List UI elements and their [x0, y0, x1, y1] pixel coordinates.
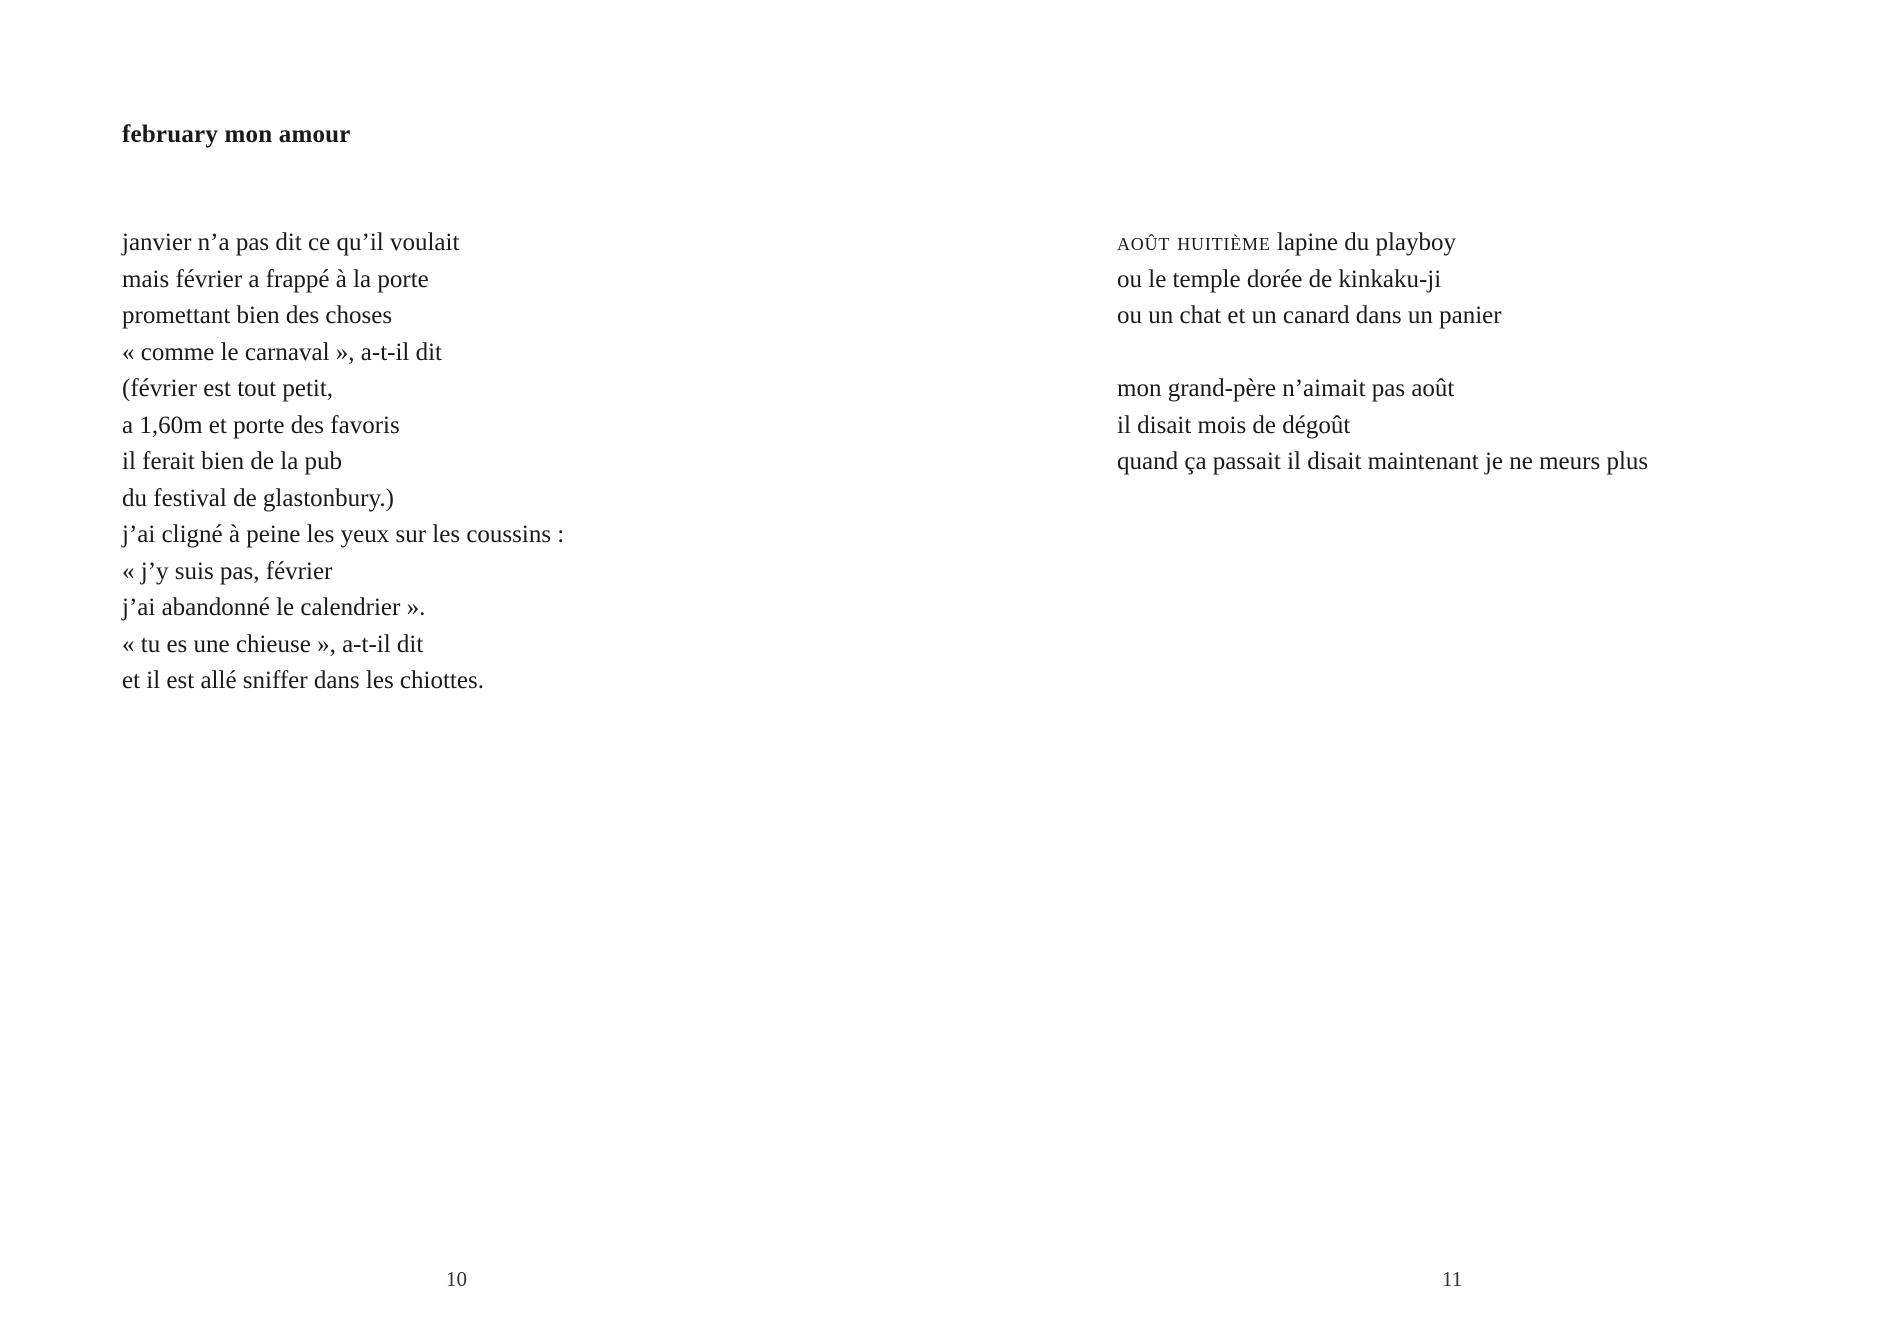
poem-line: « j’y suis pas, février	[122, 557, 333, 585]
poem-line: promettant bien des choses	[122, 302, 393, 329]
poem-line: mon grand-père n’aimait pas août	[1117, 375, 1455, 402]
poem-line: « comme le carnaval », a-t-il dit	[122, 338, 443, 366]
poem-line: il disait mois de dégoût	[1117, 411, 1351, 439]
poem-stanza-left	[122, 225, 564, 700]
first-line-rest: lapine du playboy	[1270, 229, 1457, 256]
page-number-right: 11	[1442, 1267, 1463, 1291]
poem-line: (février est tout petit,	[122, 375, 334, 402]
poem-line: « tu es une chieuse », a-t-il dit	[122, 630, 424, 658]
poem-line: du festival de glastonbury.)	[122, 484, 394, 512]
poem-line: ou le temple dorée de kinkaku-ji	[1117, 265, 1442, 293]
small-caps-opening: août huitième	[1117, 229, 1271, 256]
poem-stanza-right-1	[1117, 225, 1502, 335]
poem-line: ou un chat et un canard dans un panier	[1117, 302, 1502, 329]
page-number-left: 10	[446, 1267, 467, 1291]
right-page	[945, 0, 1890, 1339]
poem-line: quand ça passait il disait maintenant je ne meurs plus	[1117, 448, 1649, 475]
poem-line: j’ai cligné à peine les yeux sur les coussins :	[122, 521, 565, 548]
poem-line: et il est allé sniffer dans les chiottes.	[122, 667, 484, 694]
poem-line: mais février a frappé à la porte	[122, 265, 429, 293]
poem-stanza-right-2	[1117, 371, 1648, 481]
poem-line: a 1,60m et porte des favoris	[122, 411, 400, 439]
poem-title: february mon amour	[122, 121, 351, 148]
poem-line: janvier n’a pas dit ce qu’il voulait	[122, 229, 460, 256]
poem-line: il ferait bien de la pub	[122, 448, 343, 475]
poem-line: j’ai abandonné le calendrier ».	[122, 594, 426, 621]
poem-line-first	[1117, 225, 1502, 262]
